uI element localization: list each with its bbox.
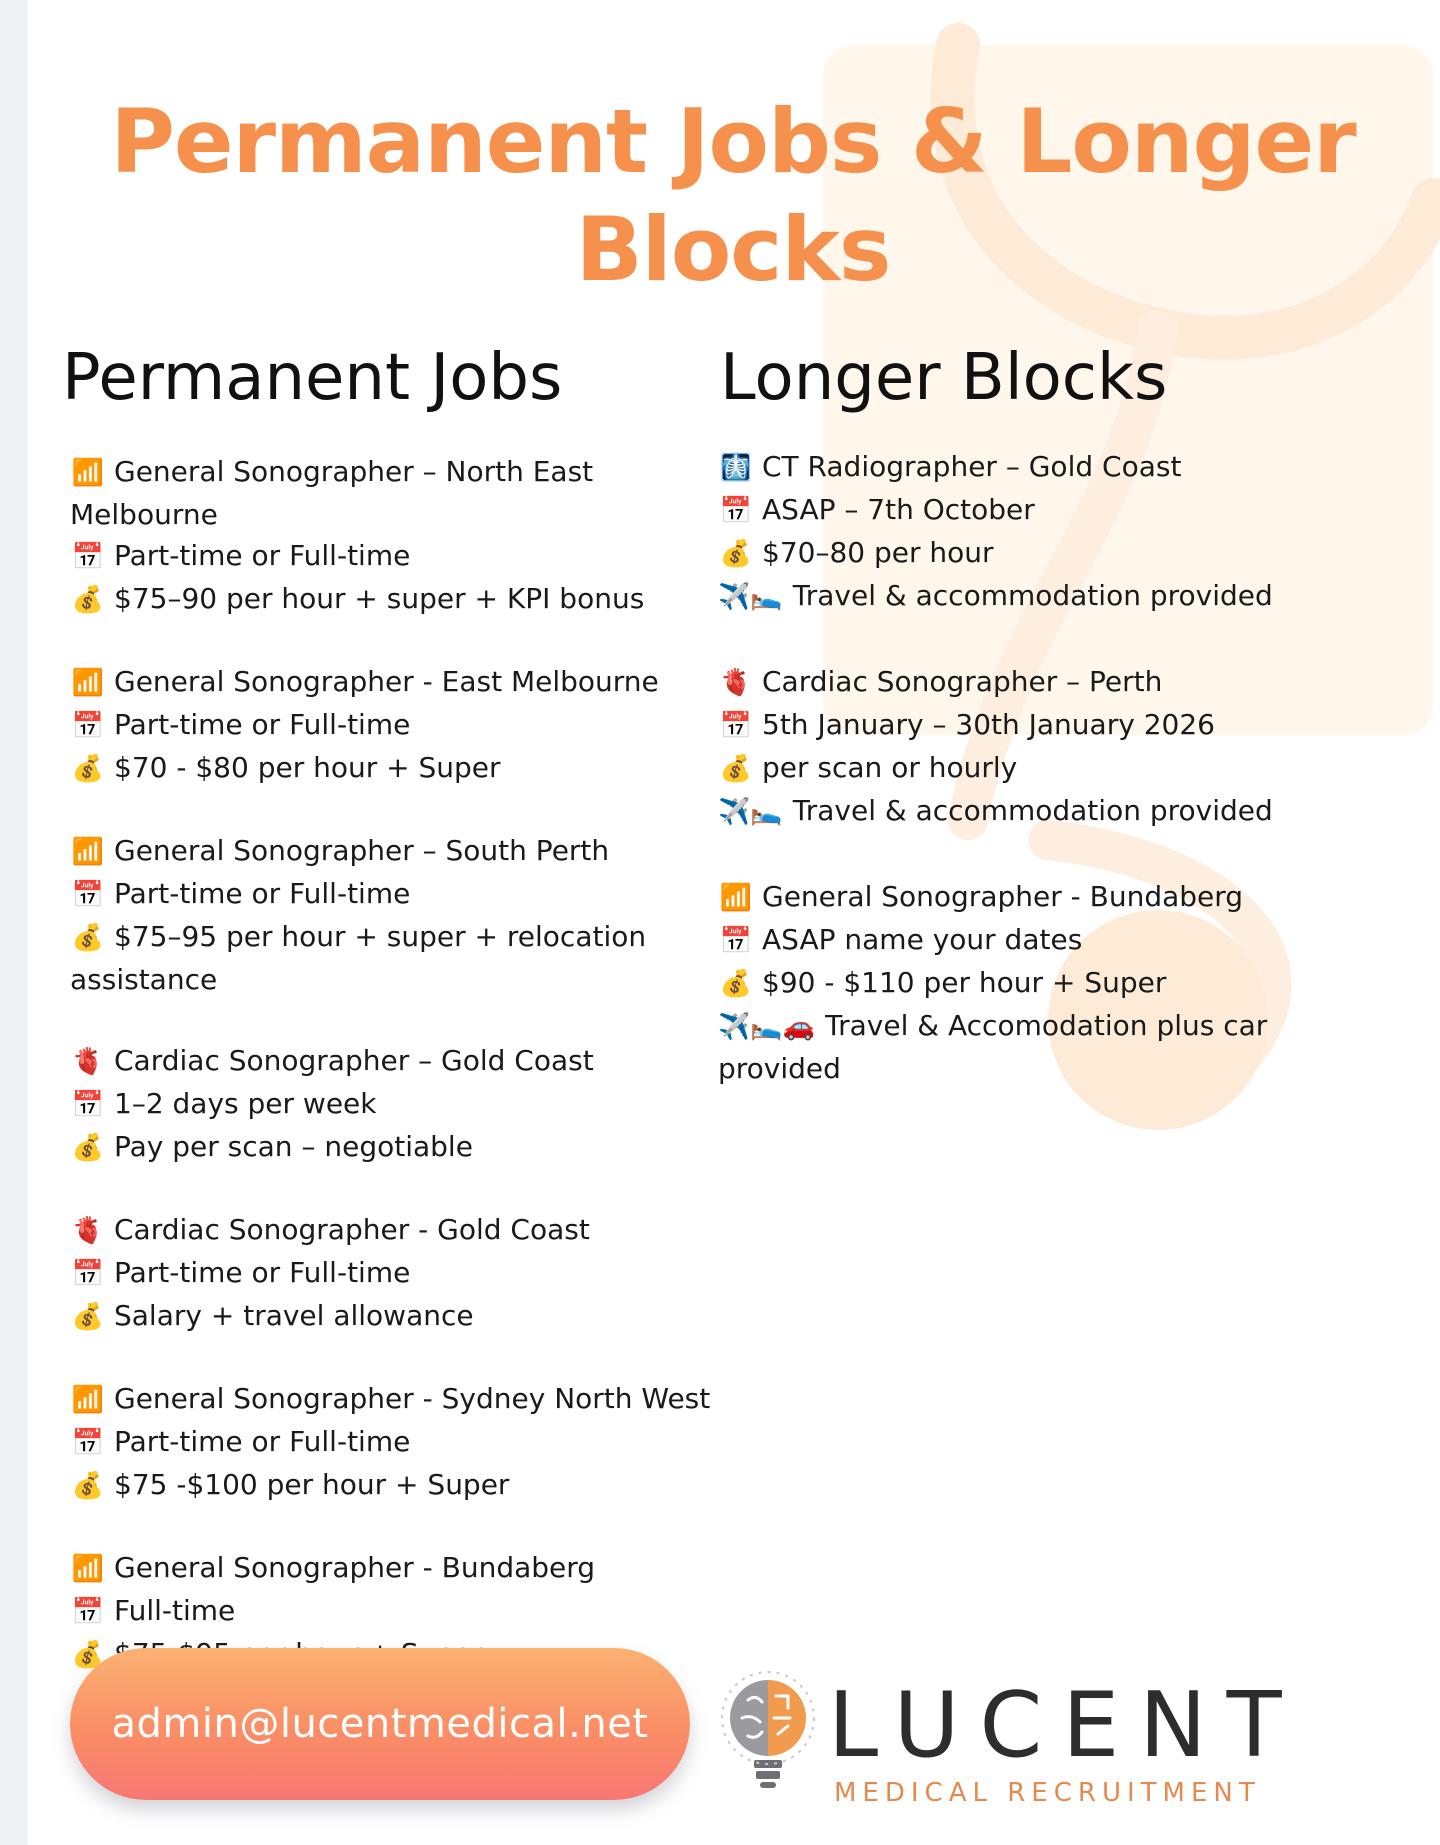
list-item [718,661,1358,833]
job-title: CT Radiographer – Gold Coast [762,450,1182,483]
money-bag-icon: 💰 [71,1302,105,1332]
signal-icon: 📶 [71,668,105,698]
calendar-icon: 📅 [719,496,753,526]
money-bag-icon: 💰 [71,923,105,953]
airplane-bed-icon: ✈️🛌 [718,582,783,612]
job-title: Cardiac Sonographer – Perth [762,665,1163,698]
job-schedule: Part-time or Full-time [114,1256,411,1289]
job-title: Cardiac Sonographer – Gold Coast [114,1044,594,1077]
job-title: General Sonographer – South Perth [114,834,610,867]
signal-icon: 📶 [71,1385,105,1415]
job-pay: $75–95 per hour + super + relocation assistance [70,920,647,996]
calendar-icon: 📅 [719,711,753,741]
job-schedule: Part-time or Full-time [114,539,411,572]
job-title: General Sonographer – North East Melbourne [70,455,594,531]
lightbulb-brain-icon [718,1670,818,1810]
longer-blocks-list [718,446,1358,1132]
money-bag-icon: 💰 [71,754,105,784]
job-schedule: 1–2 days per week [114,1087,377,1120]
signal-icon: 📶 [719,883,753,913]
job-extra: Travel & accommodation provided [792,794,1273,827]
signal-icon: 📶 [71,458,105,488]
job-schedule: Part-time or Full-time [114,708,411,741]
job-title: General Sonographer - Sydney North West [114,1382,711,1415]
page-title: Permanent Jobs & Longer Blocks [110,90,1356,301]
signal-icon: 📶 [71,1554,105,1584]
list-item [70,661,730,790]
job-extra: Travel & Accomodation plus car provided [718,1009,1268,1085]
job-pay: Pay per scan – negotiable [114,1130,473,1163]
list-item [718,446,1358,618]
logo-wordmark: LUCENT [828,1673,1302,1778]
longer-blocks-heading: Longer Blocks [720,341,1168,415]
job-schedule: Full-time [114,1594,236,1627]
anatomical-heart-icon: 🫀 [719,668,753,698]
job-schedule: Part-time or Full-time [114,1425,411,1458]
job-pay: $70–80 per hour [762,536,994,569]
calendar-icon: 📅 [719,926,753,956]
calendar-icon: 📅 [71,1259,105,1289]
job-schedule: Part-time or Full-time [114,877,411,910]
signal-icon: 📶 [71,837,105,867]
list-item [70,1378,730,1507]
job-pay: $75–90 per hour + super + KPI bonus [114,582,645,615]
list-item [70,830,730,1000]
list-item [70,1040,730,1169]
flyer-page [28,0,1440,1845]
calendar-icon: 📅 [71,711,105,741]
job-title: Cardiac Sonographer - Gold Coast [114,1213,590,1246]
job-pay: $70 - $80 per hour + Super [114,751,501,784]
money-bag-icon: 💰 [71,585,105,615]
email-button[interactable] [70,1648,690,1800]
money-bag-icon: 💰 [719,969,753,999]
airplane-bed-icon: ✈️🛌 [718,797,783,827]
job-pay: Salary + travel allowance [114,1299,474,1332]
calendar-icon: 📅 [71,880,105,910]
money-bag-icon: 💰 [719,754,753,784]
permanent-jobs-list [70,451,730,1716]
logo-tagline: MEDICAL RECRUITMENT [834,1778,1261,1808]
job-pay: $90 - $110 per hour + Super [762,966,1167,999]
calendar-icon: 📅 [71,1090,105,1120]
calendar-icon: 📅 [71,542,105,572]
permanent-jobs-heading: Permanent Jobs [62,341,563,415]
job-dates: ASAP – 7th October [762,493,1035,526]
job-dates: ASAP name your dates [762,923,1083,956]
job-extra: Travel & accommodation provided [792,579,1273,612]
anatomical-heart-icon: 🫀 [71,1047,105,1077]
calendar-icon: 📅 [71,1428,105,1458]
lucent-logo [718,1670,1302,1810]
job-pay: per scan or hourly [762,751,1018,784]
money-bag-icon: 💰 [71,1640,105,1670]
job-pay: $75 -$100 per hour + Super [114,1468,510,1501]
list-item [70,1209,730,1338]
calendar-icon: 📅 [71,1597,105,1627]
email-address: admin@lucentmedical.net [111,1701,649,1747]
job-title: General Sonographer - East Melbourne [114,665,659,698]
anatomical-heart-icon: 🫀 [71,1216,105,1246]
job-title: General Sonographer - Bundaberg [762,880,1244,913]
airplane-bed-car-icon: ✈️🛌🚗 [718,1012,816,1042]
list-item [718,876,1358,1089]
list-item [70,451,730,621]
money-bag-icon: 💰 [71,1133,105,1163]
x-ray-icon: 🩻 [719,453,753,483]
money-bag-icon: 💰 [71,1471,105,1501]
money-bag-icon: 💰 [719,539,753,569]
job-dates: 5th January – 30th January 2026 [762,708,1215,741]
job-title: General Sonographer - Bundaberg [114,1551,596,1584]
